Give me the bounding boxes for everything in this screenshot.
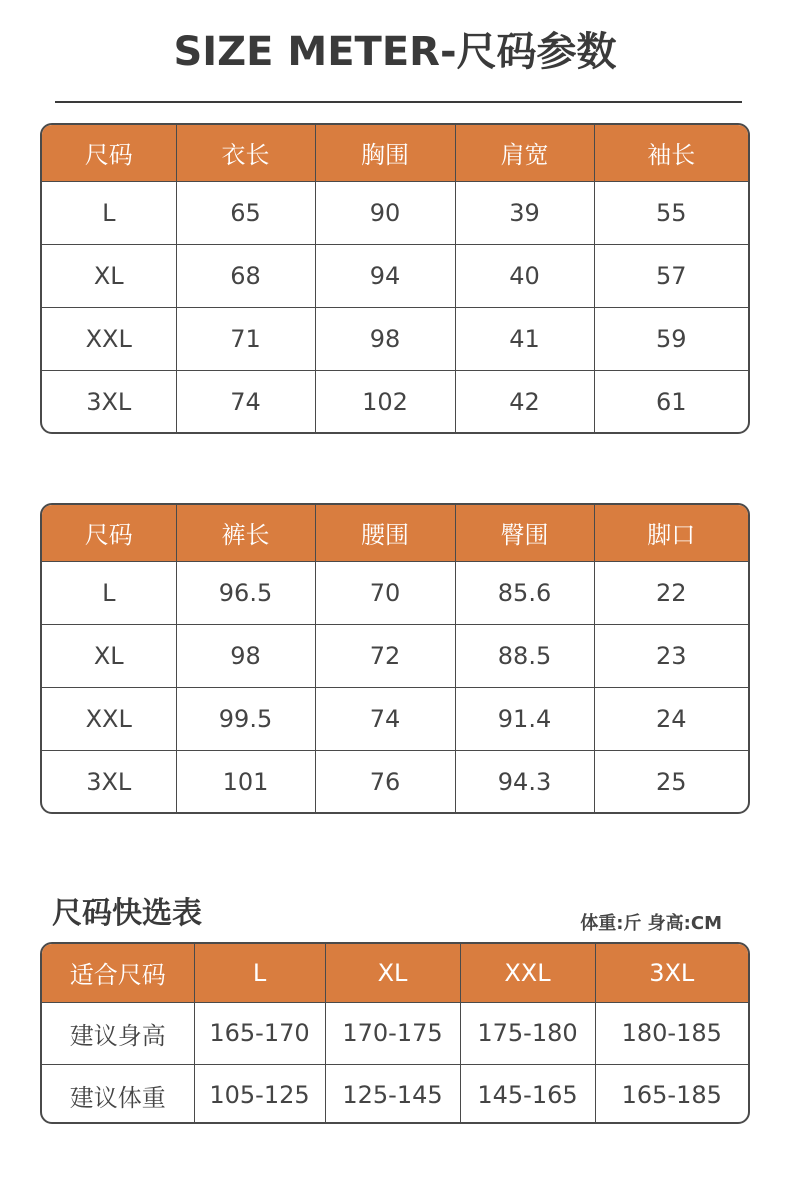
row-label-cell: 建议身高	[42, 1002, 194, 1064]
table-cell: XXL	[42, 307, 176, 370]
header-cell: 衣长	[176, 125, 315, 181]
table-cell: 61	[655, 387, 687, 416]
table-header-row	[42, 505, 748, 561]
header-cell: 脚口	[594, 505, 748, 561]
table-cell: 165-170	[194, 1002, 325, 1064]
table-cell: XL	[42, 624, 176, 687]
table-row	[42, 181, 748, 244]
table-cell: 40	[455, 244, 594, 307]
header-cell: 裤长	[176, 505, 315, 561]
table-row	[42, 687, 748, 750]
table-cell: 90	[315, 181, 455, 244]
table-cell: 71	[176, 307, 315, 370]
table-cell: 105-125	[194, 1064, 325, 1124]
title-divider	[55, 101, 742, 103]
table-cell: 88.5	[455, 624, 594, 687]
table-cell: 59	[594, 307, 748, 370]
header-cell: XXL	[460, 944, 595, 1002]
table-row	[42, 370, 748, 433]
quick-select-table	[40, 942, 750, 1124]
table-row	[42, 561, 748, 624]
quick-select-title: 尺码快选表	[52, 896, 202, 931]
table-cell: 68	[176, 244, 315, 307]
table-cell: 91.4	[455, 687, 594, 750]
header-cell: 袖长	[594, 125, 748, 181]
table-cell: 3XL	[42, 370, 176, 433]
header-cell: 3XL	[595, 944, 748, 1002]
table-row	[42, 624, 748, 687]
table-cell: 3XL	[42, 750, 176, 813]
header-cell: 肩宽	[455, 125, 594, 181]
table-cell: L	[42, 561, 176, 624]
table-cell: 98	[315, 307, 455, 370]
table-cell: 42	[455, 370, 594, 433]
table-row	[42, 307, 748, 370]
table-cell: 76	[315, 750, 455, 813]
header-cell: 尺码	[42, 505, 176, 561]
table-cell: 125-145	[325, 1064, 460, 1124]
header-cell: 适合尺码	[42, 944, 194, 1002]
table-cell: 102	[315, 370, 455, 433]
table-cell: XL	[42, 244, 176, 307]
table-cell: 70	[315, 561, 455, 624]
table-cell: 101	[176, 750, 315, 813]
table-cell: 57	[594, 244, 748, 307]
table-cell: 175-180	[460, 1002, 595, 1064]
table-cell: 94.3	[455, 750, 594, 813]
table-cell: 72	[315, 624, 455, 687]
table-cell: 180-185	[595, 1002, 748, 1064]
table-cell: 23	[594, 624, 748, 687]
units-note: 体重:斤 身高:CM	[580, 913, 722, 934]
header-cell: 臀围	[455, 505, 594, 561]
table-row	[42, 244, 748, 307]
table-cell: 74	[176, 370, 315, 433]
table-cell: XXL	[42, 687, 176, 750]
header-cell: L	[194, 944, 325, 1002]
table-cell: 22	[594, 561, 748, 624]
header-cell: 尺码	[42, 125, 176, 181]
table-cell: L	[42, 181, 176, 244]
table-cell: 99.5	[176, 687, 315, 750]
table-cell: 85.6	[455, 561, 594, 624]
header-cell: 胸围	[315, 125, 455, 181]
table-cell: 65	[176, 181, 315, 244]
table-cell: 165-185	[621, 1081, 722, 1110]
table-cell: 41	[455, 307, 594, 370]
row-label-cell: 建议体重	[42, 1064, 194, 1124]
table-cell: 24	[594, 687, 748, 750]
table-row	[42, 1002, 748, 1064]
page-title: SIZE METER-尺码参数	[173, 29, 617, 75]
header-cell: XL	[325, 944, 460, 1002]
table-cell: 145-165	[460, 1064, 595, 1124]
table-cell: 96.5	[176, 561, 315, 624]
top-size-table	[40, 123, 750, 434]
header-cell: 腰围	[315, 505, 455, 561]
table-header-row	[42, 125, 748, 181]
table-cell: 74	[315, 687, 455, 750]
table-cell: 98	[176, 624, 315, 687]
table-header-row	[42, 944, 748, 1002]
table-row	[42, 750, 748, 813]
table-row	[42, 1064, 748, 1124]
table-cell: 170-175	[325, 1002, 460, 1064]
table-cell: 39	[455, 181, 594, 244]
table-cell: 25	[655, 767, 687, 796]
table-cell: 55	[594, 181, 748, 244]
table-cell: 94	[315, 244, 455, 307]
bottom-size-table	[40, 503, 750, 814]
